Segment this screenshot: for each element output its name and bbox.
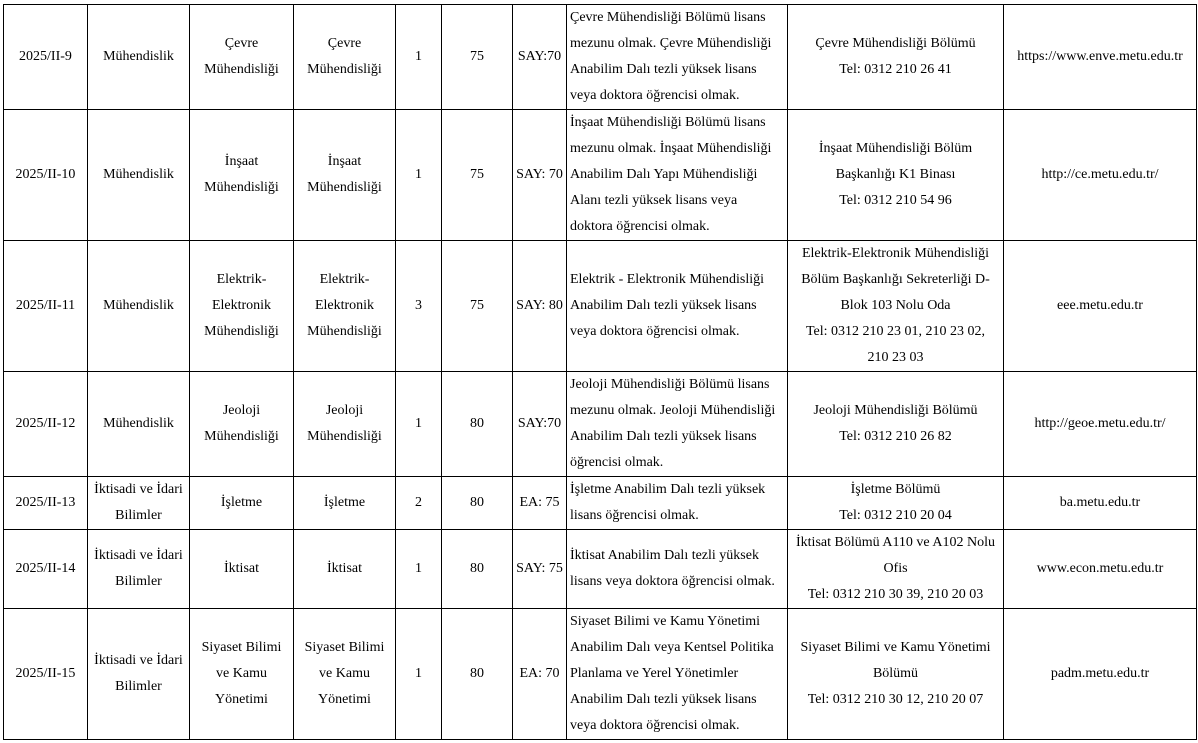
quota-cell: 1: [396, 609, 442, 740]
contact-line: Tel: 0312 210 30 12, 210 20 07: [807, 692, 984, 707]
contact-line: Tel: 0312 210 54 96: [839, 193, 952, 208]
faculty-cell: [88, 609, 190, 740]
ales-score-cell: 80: [442, 530, 513, 609]
contact-line: Başkanlığı K1 Binası: [835, 167, 956, 182]
contact-line: Blok 103 Nolu Oda: [840, 298, 951, 313]
requirements-line: Planlama ve Yerel Yönetimler: [570, 666, 739, 681]
faculty-line: Mühendislik: [103, 167, 174, 182]
requirements-line: İktisat Anabilim Dalı tezli yüksek: [570, 548, 759, 563]
department-line: Mühendisliği: [204, 180, 279, 195]
website-cell: www.econ.metu.edu.tr: [1004, 530, 1197, 609]
contact-cell: [788, 372, 1004, 477]
ilan-code-cell: 2025/II-13: [4, 477, 88, 530]
yks-score-cell: EA: 70: [513, 609, 567, 740]
requirements-line: veya doktora öğrencisi olmak.: [570, 718, 740, 733]
faculty-cell: [88, 5, 190, 110]
contact-line: Tel: 0312 210 26 82: [839, 429, 952, 444]
contact-cell: [788, 241, 1004, 372]
program-line: Mühendisliği: [307, 324, 382, 339]
program-line: Elektrik-: [319, 272, 370, 287]
faculty-cell: [88, 372, 190, 477]
contact-line: Elektrik-Elektronik Mühendisliği: [801, 246, 990, 261]
contact-line: Bölüm Başkanlığı Sekreterliği D-: [801, 272, 990, 287]
ilan-code-cell: 2025/II-12: [4, 372, 88, 477]
requirements-cell: [567, 110, 788, 241]
faculty-cell: [88, 110, 190, 241]
requirements-line: Elektrik - Elektronik Mühendisliği: [570, 272, 765, 287]
contact-cell: [788, 477, 1004, 530]
requirements-line: Alanı tezli yüksek lisans veya: [570, 193, 738, 208]
requirements-line: mezunu olmak. Çevre Mühendisliği: [570, 36, 772, 51]
website-cell: ba.metu.edu.tr: [1004, 477, 1197, 530]
ilan-code-cell: 2025/II-11: [4, 241, 88, 372]
contact-line: 210 23 03: [867, 350, 924, 365]
faculty-line: Bilimler: [115, 574, 162, 589]
department-line: İnşaat: [224, 154, 259, 169]
program-cell: [294, 241, 396, 372]
department-cell: [190, 5, 294, 110]
department-cell: [190, 530, 294, 609]
requirements-cell: [567, 477, 788, 530]
contact-cell: [788, 110, 1004, 241]
requirements-line: veya doktora öğrencisi olmak.: [570, 88, 740, 103]
ales-score-cell: 75: [442, 5, 513, 110]
department-line: Elektronik: [211, 298, 272, 313]
contact-line: Tel: 0312 210 23 01, 210 23 02,: [805, 324, 986, 339]
requirements-line: Siyaset Bilimi ve Kamu Yönetimi: [570, 614, 761, 629]
yks-score-cell: SAY:70: [513, 5, 567, 110]
requirements-cell: [567, 530, 788, 609]
program-line: Mühendisliği: [307, 180, 382, 195]
faculty-cell: [88, 477, 190, 530]
ales-score-cell: 75: [442, 241, 513, 372]
department-line: İktisat: [224, 561, 259, 576]
program-cell: [294, 477, 396, 530]
faculty-cell: [88, 241, 190, 372]
program-line: Elektronik: [314, 298, 375, 313]
department-cell: [190, 372, 294, 477]
contact-line: İşletme Bölümü: [850, 482, 941, 497]
contact-line: İktisat Bölümü A110 ve A102 Nolu: [796, 535, 995, 550]
requirements-line: veya doktora öğrencisi olmak.: [570, 324, 740, 339]
department-cell: [190, 110, 294, 241]
faculty-line: Bilimler: [115, 679, 162, 694]
yks-score-cell: SAY:70: [513, 372, 567, 477]
table-body: [4, 5, 1197, 740]
ales-score-cell: 80: [442, 372, 513, 477]
requirements-line: İşletme Anabilim Dalı tezli yüksek: [570, 482, 766, 497]
website-cell: http://geoe.metu.edu.tr/: [1004, 372, 1197, 477]
quota-cell: 1: [396, 372, 442, 477]
requirements-line: Çevre Mühendisliği Bölümü lisans: [570, 10, 766, 25]
contact-line: Jeoloji Mühendisliği Bölümü: [813, 403, 978, 418]
quota-cell: 1: [396, 5, 442, 110]
ilan-code-cell: 2025/II-14: [4, 530, 88, 609]
website-cell: padm.metu.edu.tr: [1004, 609, 1197, 740]
requirements-line: Anabilim Dalı Yapı Mühendisliği: [570, 167, 758, 182]
program-line: Jeoloji: [325, 403, 364, 418]
faculty-line: İktisadi ve İdari: [94, 653, 183, 668]
faculty-line: Bilimler: [115, 508, 162, 523]
program-table: [3, 4, 1197, 740]
contact-line: Tel: 0312 210 20 04: [839, 508, 952, 523]
program-cell: [294, 110, 396, 241]
yks-score-cell: SAY: 80: [513, 241, 567, 372]
program-cell: [294, 5, 396, 110]
department-line: Elektrik-: [216, 272, 267, 287]
department-cell: [190, 477, 294, 530]
table-row: [4, 110, 1197, 241]
requirements-line: Anabilim Dalı tezli yüksek lisans: [570, 692, 757, 707]
ilan-code-cell: 2025/II-15: [4, 609, 88, 740]
program-cell: [294, 530, 396, 609]
yks-score-cell: EA: 75: [513, 477, 567, 530]
department-line: Jeoloji: [222, 403, 261, 418]
website-cell: eee.metu.edu.tr: [1004, 241, 1197, 372]
faculty-cell: [88, 530, 190, 609]
faculty-line: Mühendislik: [103, 298, 174, 313]
requirements-cell: [567, 609, 788, 740]
program-line: Mühendisliği: [307, 429, 382, 444]
table-row: [4, 530, 1197, 609]
requirements-cell: [567, 372, 788, 477]
requirements-line: Anabilim Dalı tezli yüksek lisans: [570, 298, 757, 313]
program-cell: [294, 372, 396, 477]
requirements-cell: [567, 241, 788, 372]
requirements-line: doktora öğrencisi olmak.: [570, 219, 710, 234]
department-cell: [190, 241, 294, 372]
faculty-line: İktisadi ve İdari: [94, 482, 183, 497]
ales-score-cell: 75: [442, 110, 513, 241]
requirements-cell: [567, 5, 788, 110]
table-row: [4, 477, 1197, 530]
quota-cell: 1: [396, 530, 442, 609]
website-cell: https://www.enve.metu.edu.tr: [1004, 5, 1197, 110]
requirements-line: Anabilim Dalı tezli yüksek lisans: [570, 429, 757, 444]
program-line: İktisat: [327, 561, 362, 576]
requirements-line: Anabilim Dalı tezli yüksek lisans: [570, 62, 757, 77]
department-line: Mühendisliği: [204, 62, 279, 77]
contact-cell: [788, 609, 1004, 740]
quota-cell: 2: [396, 477, 442, 530]
requirements-line: mezunu olmak. İnşaat Mühendisliği: [570, 141, 772, 156]
ales-score-cell: 80: [442, 609, 513, 740]
yks-score-cell: SAY: 75: [513, 530, 567, 609]
website-cell: http://ce.metu.edu.tr/: [1004, 110, 1197, 241]
requirements-line: Anabilim Dalı veya Kentsel Politika: [570, 640, 774, 655]
department-line: Mühendisliği: [204, 324, 279, 339]
department-line: Siyaset Bilimi: [201, 640, 282, 655]
program-line: Yönetimi: [318, 692, 371, 707]
faculty-line: İktisadi ve İdari: [94, 548, 183, 563]
requirements-line: lisans öğrencisi olmak.: [570, 508, 699, 523]
ilan-code-cell: 2025/II-9: [4, 5, 88, 110]
contact-line: Çevre Mühendisliği Bölümü: [815, 36, 976, 51]
contact-line: Tel: 0312 210 26 41: [839, 62, 952, 77]
requirements-line: mezunu olmak. Jeoloji Mühendisliği: [570, 403, 776, 418]
contact-line: Ofis: [883, 561, 908, 576]
contact-cell: [788, 5, 1004, 110]
contact-line: Bölümü: [872, 666, 919, 681]
program-line: ve Kamu: [319, 666, 370, 681]
program-cell: [294, 609, 396, 740]
program-line: İşletme: [323, 495, 366, 510]
contact-line: Siyaset Bilimi ve Kamu Yönetimi: [800, 640, 991, 655]
ales-score-cell: 80: [442, 477, 513, 530]
program-line: İnşaat: [327, 154, 362, 169]
yks-score-cell: SAY: 70: [513, 110, 567, 241]
table-row: [4, 241, 1197, 372]
department-line: Çevre: [224, 36, 259, 51]
requirements-line: lisans veya doktora öğrencisi olmak.: [570, 574, 775, 589]
table-row: [4, 609, 1197, 740]
faculty-line: Mühendislik: [103, 416, 174, 431]
department-line: Mühendisliği: [204, 429, 279, 444]
department-line: Yönetimi: [215, 692, 268, 707]
program-line: Mühendisliği: [307, 62, 382, 77]
requirements-line: İnşaat Mühendisliği Bölümü lisans: [570, 115, 766, 130]
faculty-line: Mühendislik: [103, 49, 174, 64]
contact-line: İnşaat Mühendisliği Bölüm: [818, 141, 973, 156]
ilan-code-cell: 2025/II-10: [4, 110, 88, 241]
requirements-line: öğrencisi olmak.: [570, 455, 664, 470]
quota-cell: 3: [396, 241, 442, 372]
quota-cell: 1: [396, 110, 442, 241]
requirements-line: Jeoloji Mühendisliği Bölümü lisans: [570, 377, 770, 392]
department-line: İşletme: [220, 495, 263, 510]
program-line: Siyaset Bilimi: [304, 640, 385, 655]
department-cell: [190, 609, 294, 740]
table-row: [4, 372, 1197, 477]
table-row: [4, 5, 1197, 110]
department-line: ve Kamu: [216, 666, 267, 681]
contact-cell: [788, 530, 1004, 609]
program-line: Çevre: [327, 36, 362, 51]
contact-line: Tel: 0312 210 30 39, 210 20 03: [807, 587, 984, 602]
